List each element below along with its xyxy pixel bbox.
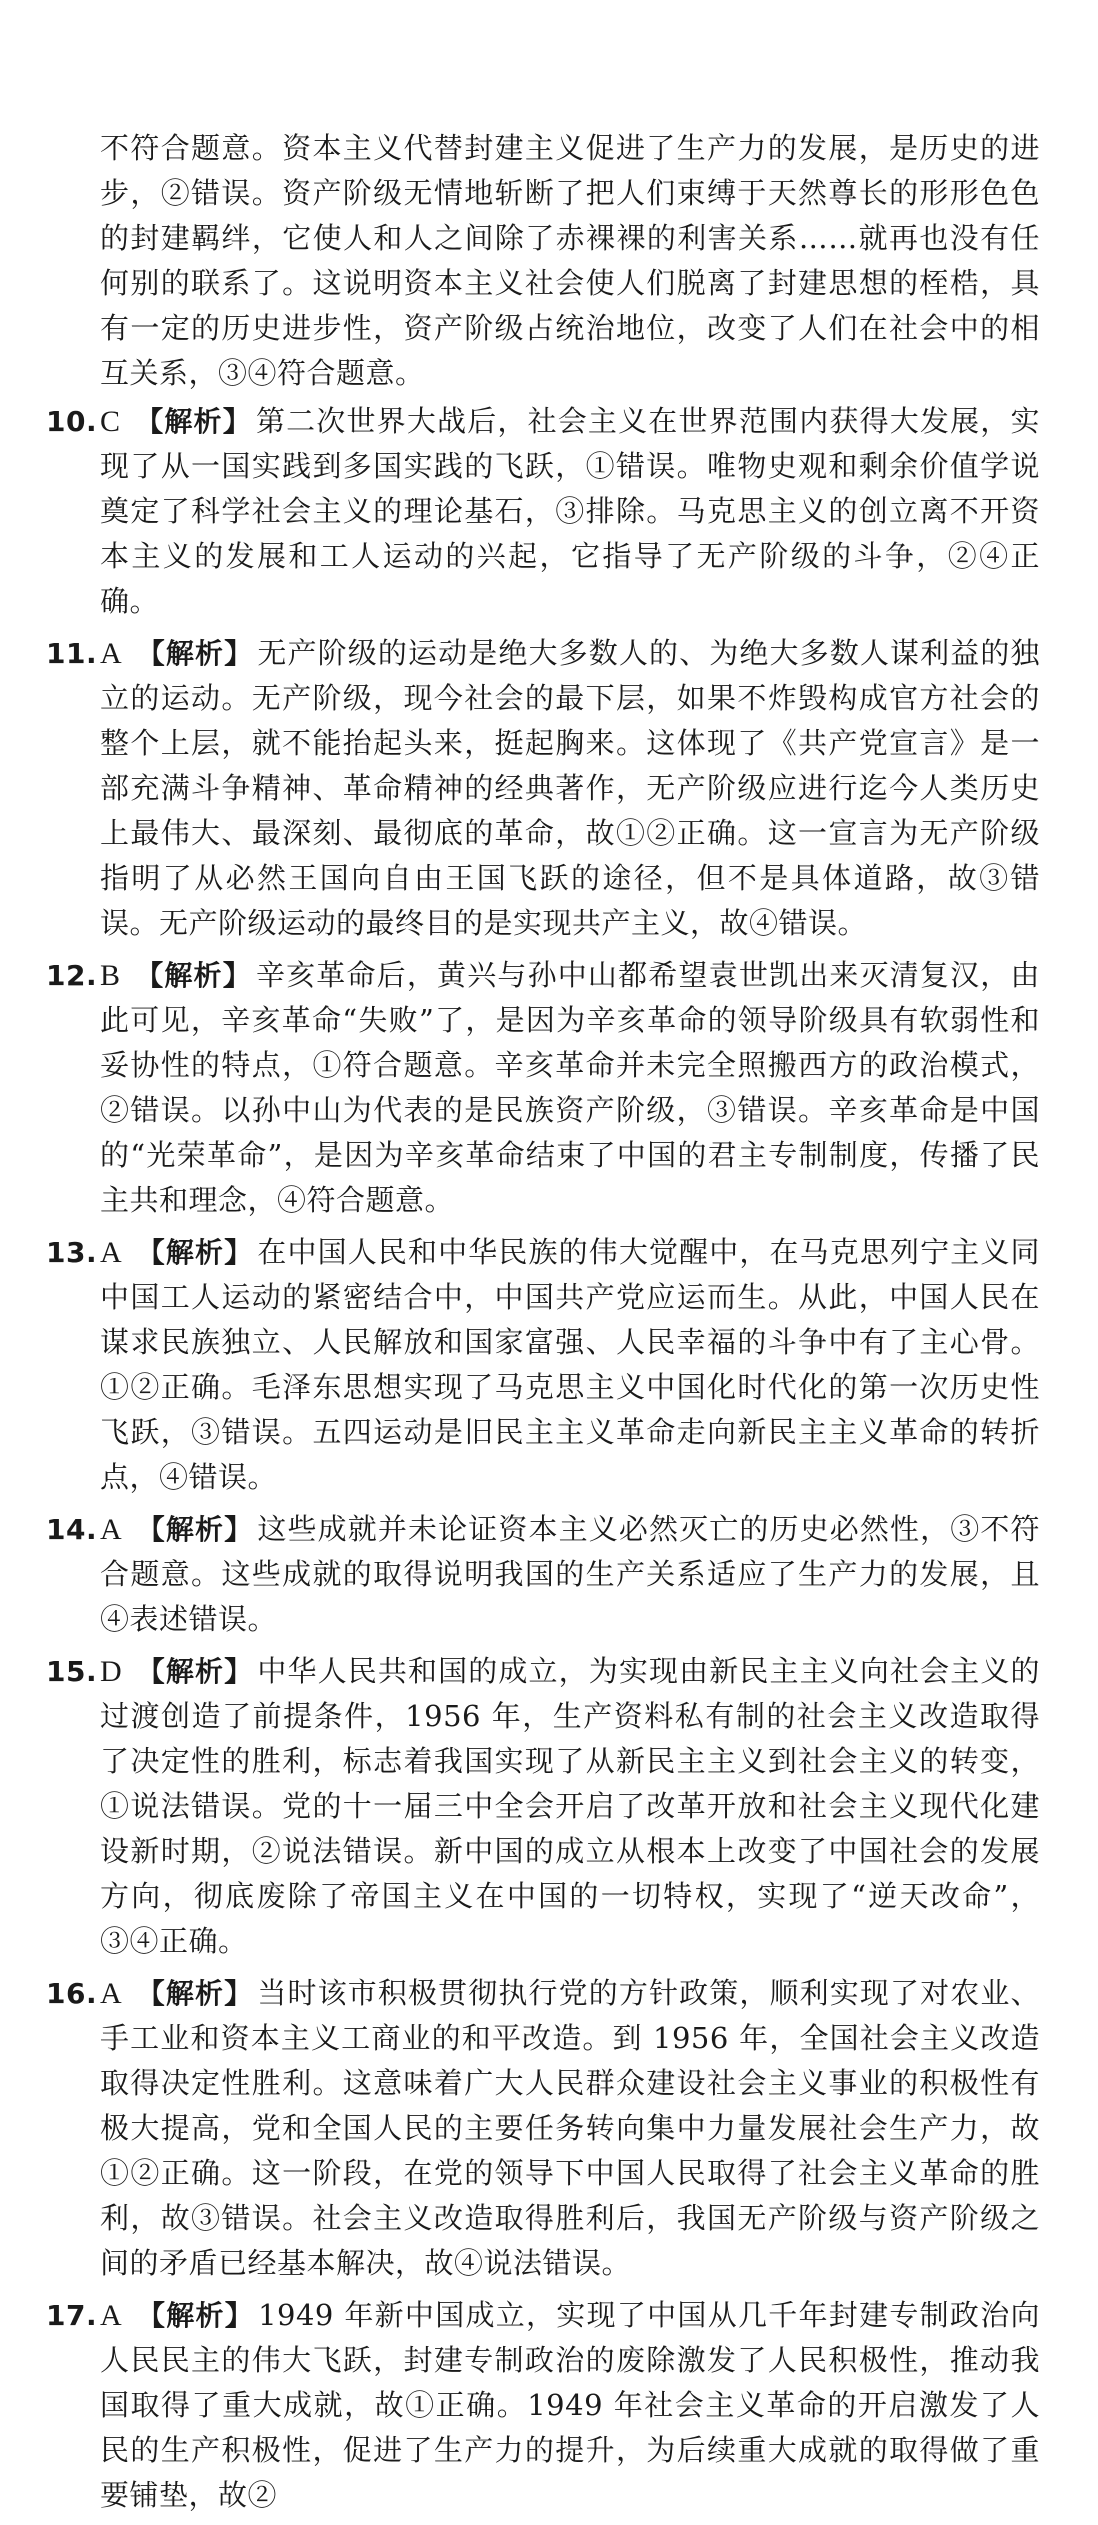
analysis-text: 这些成就并未论证资本主义必然灭亡的历史必然性，③不符合题意。这些成就的取得说明我国的生产关系适应了生产力的发展，且④表述错误。 xyxy=(100,1512,1040,1636)
answer-choice: A xyxy=(100,2299,123,2332)
question-number: 10. xyxy=(46,405,98,438)
question-number: 13. xyxy=(46,1236,98,1269)
answer-item-16 xyxy=(46,1971,1040,2286)
answer-list xyxy=(46,399,1040,2525)
question-number: 14. xyxy=(46,1513,98,1546)
question-number: 17. xyxy=(46,2299,98,2332)
answer-choice: A xyxy=(100,1513,123,1546)
question-number: 12. xyxy=(46,959,98,992)
analysis-text: 在中国人民和中华民族的伟大觉醒中，在马克思列宁主义同中国工人运动的紧密结合中，中国共产党应运而生。从此，中国人民在谋求民族独立、人民解放和国家富强、人民幸福的斗争中有了主心骨。①②正确。毛泽东思想实现了马克思主义中国化时代化的第一次历史性飞跃，③错误。五四运动是旧民主主义革命走向新民主主义革命的转折点，④错误。 xyxy=(100,1235,1040,1494)
analysis-tag: 【解析】 xyxy=(136,1977,254,2010)
analysis-tag: 【解析】 xyxy=(136,637,254,670)
analysis-text: 中华人民共和国的成立，为实现由新民主主义向社会主义的过渡创造了前提条件，1956 年，生产资料私有制的社会主义改造取得了决定性的胜利，标志着我国实现了从新民主主义到社会主义的转变，①说法错误。党的十一届三中全会开启了改革开放和社会主义现代化建设新时期，②说法错误。新中国的成立从根本上改变了中国社会的发展方向，彻底废除了帝国主义在中国的一切特权，实现了“逆天改命”，③④正确。 xyxy=(100,1654,1040,1958)
analysis-text: 当时该市积极贯彻执行党的方针政策，顺利实现了对农业、手工业和资本主义工商业的和平改造。到 1956 年，全国社会主义改造取得决定性胜利。这意味着广大人民群众建设社会主义事业的积极性有极大提高，党和全国人民的主要任务转向集中力量发展社会生产力，故①②正确。这一阶段，在党的领导下中国人民取得了社会主义革命的胜利，故③错误。社会主义改造取得胜利后，我国无产阶级与资产阶级之间的矛盾已经基本解决，故④说法错误。 xyxy=(100,1976,1040,2280)
answer-item-17 xyxy=(46,2293,1040,2518)
analysis-text: 辛亥革命后，黄兴与孙中山都希望袁世凯出来灭清复汉，由此可见，辛亥革命“失败”了，是因为辛亥革命的领导阶级具有软弱性和妥协性的特点，①符合题意。辛亥革命并未完全照搬西方的政治模式，②错误。以孙中山为代表的是民族资产阶级，③错误。辛亥革命是中国的“光荣革命”，是因为辛亥革命结束了中国的君主专制制度，传播了民主共和理念，④符合题意。 xyxy=(100,958,1040,1217)
answer-choice: A xyxy=(100,1236,123,1269)
answer-item-15 xyxy=(46,1649,1040,1964)
analysis-tag: 【解析】 xyxy=(136,2299,255,2332)
question-number: 15. xyxy=(46,1655,98,1688)
answer-choice: A xyxy=(100,637,123,670)
answer-choice: D xyxy=(100,1655,123,1688)
answer-choice: A xyxy=(100,1977,123,2010)
analysis-tag: 【解析】 xyxy=(136,1236,254,1269)
answer-item-13 xyxy=(46,1230,1040,1500)
answer-item-11 xyxy=(46,631,1040,946)
analysis-text: 第二次世界大战后，社会主义在世界范围内获得大发展，实现了从一国实践到多国实践的飞跃，①错误。唯物史观和剩余价值学说奠定了科学社会主义的理论基石，③排除。马克思主义的创立离不开资本主义的发展和工人运动的兴起，它指导了无产阶级的斗争，②④正确。 xyxy=(100,404,1040,618)
question-number: 11. xyxy=(46,637,98,670)
answer-choice: C xyxy=(100,405,121,438)
analysis-tag: 【解析】 xyxy=(134,959,252,992)
analysis-tag: 【解析】 xyxy=(136,1655,254,1688)
analysis-text: 无产阶级的运动是绝大多数人的、为绝大多数人谋利益的独立的运动。无产阶级，现今社会的最下层，如果不炸毁构成官方社会的整个上层，就不能抬起头来，挺起胸来。这体现了《共产党宣言》是一部充满斗争精神、革命精神的经典著作，无产阶级应进行迄今人类历史上最伟大、最深刻、最彻底的革命，故①②正确。这一宣言为无产阶级指明了从必然王国向自由王国飞跃的途径，但不是具体道路，故③错误。无产阶级运动的最终目的是实现共产主义，故④错误。 xyxy=(100,636,1040,940)
question-number: 16. xyxy=(46,1977,98,2010)
intro-paragraph: 不符合题意。资本主义代替封建主义促进了生产力的发展，是历史的进步，②错误。资产阶级无情地斩断了把人们束缚于天然尊长的形形色色的封建羁绊，它使人和人之间除了赤裸裸的利害关系……就再也没有任何别的联系了。这说明资本主义社会使人们脱离了封建思想的桎梏，具有一定的历史进步性，资产阶级占统治地位，改变了人们在社会中的相互关系，③④符合题意。 xyxy=(100,131,1040,390)
answer-item-10 xyxy=(46,399,1040,624)
answer-item-14 xyxy=(46,1507,1040,1642)
answer-item-12 xyxy=(46,953,1040,1223)
answer-choice: B xyxy=(100,959,121,992)
analysis-tag: 【解析】 xyxy=(136,1513,254,1546)
analysis-tag: 【解析】 xyxy=(134,405,252,438)
analysis-text: 1949 年新中国成立，实现了中国从几千年封建专制政治向人民民主的伟大飞跃，封建专制政治的废除激发了人民积极性，推动我国取得了重大成就，故①正确。1949 年社会主义革命的开启激发了人民的生产积极性，促进了生产力的提升，为后续重大成就的取得做了重要铺垫，故② xyxy=(100,2298,1040,2512)
